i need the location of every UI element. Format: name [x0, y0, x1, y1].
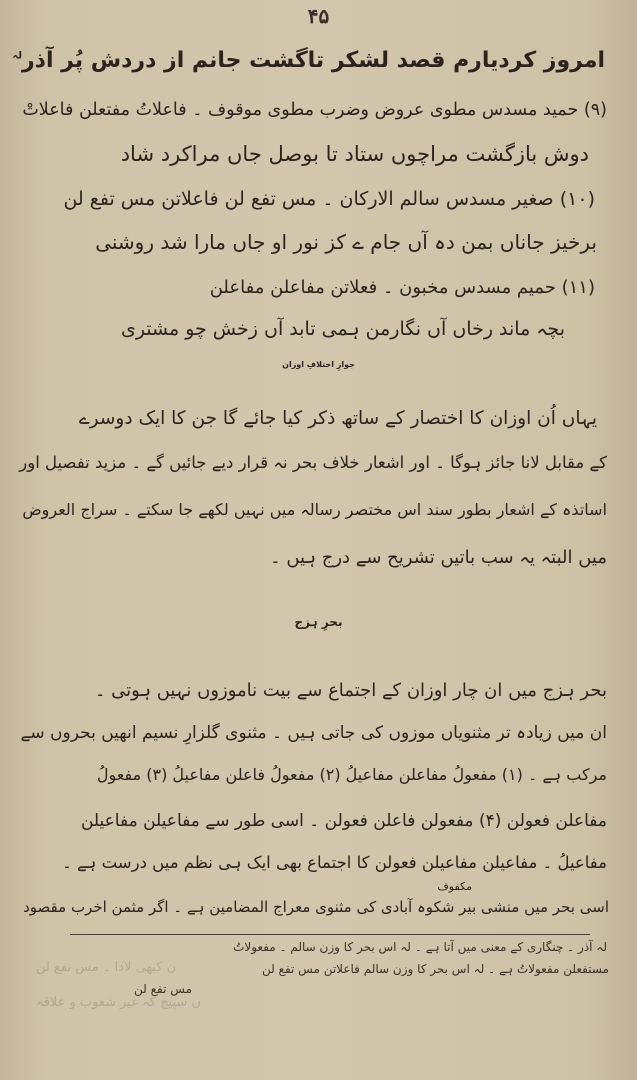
verse-4: بچہ ماند رخاں آں نگارمن ہمی تابد آں زخش چو مشتری [120, 318, 565, 340]
footnote-divider [70, 934, 590, 935]
footnote-line-1: لہ آذر ۔ چنگاری کے معنی میں آتا ہے ۔ لہ اس بحر کا وزن سالم ۔ مفعولاتُ [233, 940, 607, 954]
para1-line-1: یہاں اُن اوزان کا اختصار کے ساتھ ذکر کیا جائے گا جن کا ایک دوسرے [78, 408, 597, 429]
footnote-mark: لہ [12, 50, 22, 62]
para1-line-3: اساتذہ کے اشعار بطور سند اس مختصر رسالہ میں نہیں لکھے جا سکتے ۔ سراج العروض [22, 500, 607, 519]
section-heading-2: بحرِ ہزج [294, 615, 343, 629]
verse-1-text: امروز کردیارم قصد لشکر تاگشت جانم از دردش پُر آذر [22, 48, 605, 73]
para2-line-2: ان میں زیادہ تر مثنویاں موزوں کی جاتی ہیں ۔ مثنوی گلزارِ نسیم انھیں بحروں سے [20, 723, 607, 743]
marginal-note: مکفوف [437, 880, 472, 893]
meter-item-11: (۱۱) حمیم مسدس مخبون ۔ فعلاتن مفاعلن مفاعلن [209, 277, 595, 298]
bleed-through-2: ں سپیچ کہ غیر شعوب و علاقہ [36, 995, 201, 1010]
bleed-through-1: ن کبھی لادا ۔ مس تفع لن [36, 960, 177, 975]
para2-line-5: مفاعیلُ ۔ مفاعیلن مفاعیلن فعولن کا اجتماع بھی ایک ہی نظم میں درست ہے ۔ [62, 853, 607, 872]
footnote-line-3: مس تفع لن [134, 982, 192, 996]
para2-line-6: اسی بحر میں منشی بیر شکوہ آبادی کی مثنوی معراج المضامین ہے ۔ اگر مثمن اخرب مقصود [23, 898, 609, 916]
verse-3: برخیز جاناں بمن دہ آں جام ے کز نور او جاں مارا شد روشنی [95, 230, 597, 254]
para2-line-1: بحر ہزج میں ان چار اوزان کے اجتماع سے بیت ناموزوں نہیں ہوتی ۔ [94, 680, 607, 701]
verse-1 [12, 48, 605, 73]
page-number: ۴۵ [307, 4, 330, 28]
para1-line-4: میں البتہ یہ سب باتیں تشریح سے درج ہیں ۔ [270, 547, 607, 568]
para2-line-3: مرکب ہے ۔ (۱) مفعولُ مفاعلن مفاعیلُ (۲) مفعولُ فاعلن مفاعیلُ (۳) مفعولُ [96, 765, 607, 784]
meter-item-9: (۹) حمید مسدس مطوی عروض وضرب مطوی موقوف ۔ فاعلاتُ مفتعلن فاعلاتْ [22, 100, 607, 120]
para1-line-2: کے مقابل لانا جائز ہوگا ۔ اور اشعار خلاف بحر نہ قرار دیے جائیں گے ۔ مزید تفصیل اور [19, 453, 607, 472]
footnote-line-2: مستفعلن مفعولاتُ ہے ۔ لہ اس بحر کا وزن سالم فاعلاتن مس تفع لن [261, 962, 609, 976]
verse-2: دوش بازگشت مراچوں ستاد تا بوصل جاں مراکرد شاد [120, 142, 589, 166]
para2-line-4: مفاعلن فعولن (۴) مفعولن فاعلن فعولن ۔ اسی طور سے مفاعیلن مفاعیلن [80, 811, 607, 831]
meter-item-10: (۱۰) صغیر مسدس سالم الارکان ۔ مس تفع لن فاعلاتن مس تفع لن [63, 188, 595, 210]
section-heading-1: جوازِ اختلافِ اوزان [282, 360, 355, 369]
